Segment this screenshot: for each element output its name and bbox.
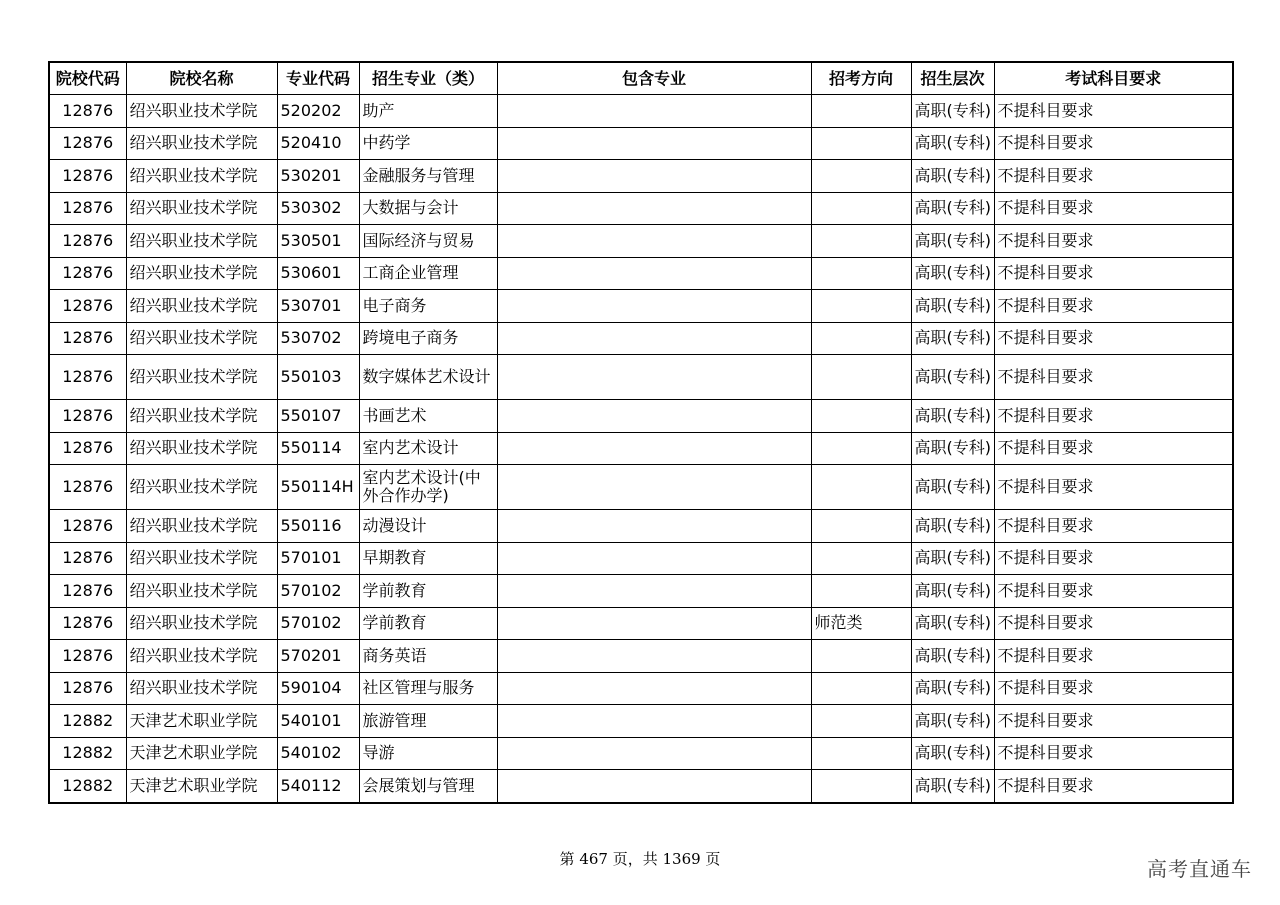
- cell-direction: [811, 95, 911, 128]
- cell-major-code: 530501: [277, 225, 359, 258]
- cell-included-majors: [497, 705, 811, 738]
- cell-major-code: 570102: [277, 575, 359, 608]
- header-included-majors: 包含专业: [497, 62, 811, 95]
- cell-direction: [811, 192, 911, 225]
- cell-requirement: 不提科目要求: [994, 510, 1233, 543]
- cell-school-code: 12876: [49, 575, 126, 608]
- cell-school-code: 12882: [49, 705, 126, 738]
- cell-requirement: 不提科目要求: [994, 705, 1233, 738]
- cell-level: 高职(专科): [911, 127, 994, 160]
- cell-direction: [811, 322, 911, 355]
- cell-school-code: 12876: [49, 542, 126, 575]
- cell-major: 跨境电子商务: [359, 322, 497, 355]
- cell-school-code: 12876: [49, 322, 126, 355]
- cell-requirement: 不提科目要求: [994, 400, 1233, 433]
- cell-school-name: 绍兴职业技术学院: [126, 672, 277, 705]
- cell-requirement: 不提科目要求: [994, 257, 1233, 290]
- cell-school-code: 12876: [49, 432, 126, 465]
- cell-major: 大数据与会计: [359, 192, 497, 225]
- cell-school-name: 天津艺术职业学院: [126, 737, 277, 770]
- table-row: [49, 225, 1233, 258]
- cell-school-name: 绍兴职业技术学院: [126, 257, 277, 290]
- table-row: [49, 322, 1233, 355]
- table-row: [49, 575, 1233, 608]
- cell-major-code: 520202: [277, 95, 359, 128]
- cell-level: 高职(专科): [911, 705, 994, 738]
- cell-direction: [811, 257, 911, 290]
- cell-major: 社区管理与服务: [359, 672, 497, 705]
- table-row: [49, 355, 1233, 400]
- cell-included-majors: [497, 640, 811, 673]
- cell-included-majors: [497, 672, 811, 705]
- cell-major: 室内艺术设计(中外合作办学): [359, 465, 497, 510]
- cell-requirement: 不提科目要求: [994, 465, 1233, 510]
- cell-major-code: 550107: [277, 400, 359, 433]
- cell-school-name: 绍兴职业技术学院: [126, 95, 277, 128]
- cell-requirement: 不提科目要求: [994, 737, 1233, 770]
- header-major-code: 专业代码: [277, 62, 359, 95]
- cell-school-name: 绍兴职业技术学院: [126, 432, 277, 465]
- cell-requirement: 不提科目要求: [994, 225, 1233, 258]
- cell-direction: [811, 465, 911, 510]
- cell-school-code: 12876: [49, 400, 126, 433]
- cell-included-majors: [497, 355, 811, 400]
- cell-major: 学前教育: [359, 607, 497, 640]
- cell-level: 高职(专科): [911, 225, 994, 258]
- cell-requirement: 不提科目要求: [994, 770, 1233, 803]
- cell-direction: [811, 290, 911, 323]
- cell-major-code: 540112: [277, 770, 359, 803]
- cell-direction: [811, 705, 911, 738]
- cell-major: 动漫设计: [359, 510, 497, 543]
- cell-school-code: 12876: [49, 355, 126, 400]
- cell-major: 书画艺术: [359, 400, 497, 433]
- cell-requirement: 不提科目要求: [994, 192, 1233, 225]
- cell-included-majors: [497, 127, 811, 160]
- cell-level: 高职(专科): [911, 400, 994, 433]
- cell-direction: [811, 542, 911, 575]
- cell-included-majors: [497, 95, 811, 128]
- cell-school-name: 绍兴职业技术学院: [126, 400, 277, 433]
- cell-level: 高职(专科): [911, 575, 994, 608]
- cell-school-code: 12876: [49, 607, 126, 640]
- cell-major-code: 550103: [277, 355, 359, 400]
- cell-requirement: 不提科目要求: [994, 95, 1233, 128]
- cell-school-code: 12876: [49, 290, 126, 323]
- cell-requirement: 不提科目要求: [994, 542, 1233, 575]
- cell-major: 学前教育: [359, 575, 497, 608]
- cell-major: 旅游管理: [359, 705, 497, 738]
- cell-requirement: 不提科目要求: [994, 607, 1233, 640]
- cell-direction: [811, 225, 911, 258]
- table-row: [49, 127, 1233, 160]
- cell-school-name: 绍兴职业技术学院: [126, 355, 277, 400]
- cell-included-majors: [497, 510, 811, 543]
- cell-school-name: 绍兴职业技术学院: [126, 225, 277, 258]
- cell-level: 高职(专科): [911, 95, 994, 128]
- cell-major: 中药学: [359, 127, 497, 160]
- table-row: [49, 257, 1233, 290]
- cell-included-majors: [497, 160, 811, 193]
- cell-school-name: 绍兴职业技术学院: [126, 640, 277, 673]
- cell-direction: [811, 672, 911, 705]
- cell-school-name: 绍兴职业技术学院: [126, 322, 277, 355]
- cell-requirement: 不提科目要求: [994, 355, 1233, 400]
- cell-direction: [811, 510, 911, 543]
- table-row: [49, 290, 1233, 323]
- cell-school-name: 绍兴职业技术学院: [126, 607, 277, 640]
- cell-major: 会展策划与管理: [359, 770, 497, 803]
- table-row: [49, 542, 1233, 575]
- cell-school-code: 12876: [49, 465, 126, 510]
- cell-level: 高职(专科): [911, 465, 994, 510]
- cell-school-code: 12876: [49, 127, 126, 160]
- cell-major: 商务英语: [359, 640, 497, 673]
- cell-major: 助产: [359, 95, 497, 128]
- cell-direction: [811, 160, 911, 193]
- cell-school-name: 绍兴职业技术学院: [126, 575, 277, 608]
- cell-direction: [811, 640, 911, 673]
- cell-school-name: 绍兴职业技术学院: [126, 510, 277, 543]
- cell-major: 数字媒体艺术设计: [359, 355, 497, 400]
- cell-major: 国际经济与贸易: [359, 225, 497, 258]
- cell-direction: [811, 737, 911, 770]
- table-row: [49, 640, 1233, 673]
- header-level: 招生层次: [911, 62, 994, 95]
- cell-requirement: 不提科目要求: [994, 432, 1233, 465]
- cell-major-code: 530302: [277, 192, 359, 225]
- cell-direction: [811, 355, 911, 400]
- cell-level: 高职(专科): [911, 737, 994, 770]
- header-direction: 招考方向: [811, 62, 911, 95]
- cell-school-name: 绍兴职业技术学院: [126, 542, 277, 575]
- cell-school-code: 12876: [49, 95, 126, 128]
- cell-requirement: 不提科目要求: [994, 290, 1233, 323]
- cell-major-code: 520410: [277, 127, 359, 160]
- cell-requirement: 不提科目要求: [994, 672, 1233, 705]
- cell-included-majors: [497, 607, 811, 640]
- cell-major-code: 590104: [277, 672, 359, 705]
- header-row: [49, 62, 1233, 95]
- cell-major-code: 570102: [277, 607, 359, 640]
- table-row: [49, 705, 1233, 738]
- cell-level: 高职(专科): [911, 640, 994, 673]
- cell-major: 室内艺术设计: [359, 432, 497, 465]
- table-row: [49, 400, 1233, 433]
- cell-major-code: 570101: [277, 542, 359, 575]
- cell-school-name: 天津艺术职业学院: [126, 705, 277, 738]
- cell-requirement: 不提科目要求: [994, 322, 1233, 355]
- cell-included-majors: [497, 192, 811, 225]
- page-number: 第 467 页，共 1369 页: [559, 850, 721, 868]
- cell-school-code: 12876: [49, 257, 126, 290]
- table-row: [49, 672, 1233, 705]
- cell-direction: [811, 575, 911, 608]
- cell-direction: 师范类: [811, 607, 911, 640]
- cell-major-code: 570201: [277, 640, 359, 673]
- cell-school-code: 12876: [49, 192, 126, 225]
- cell-major-code: 530702: [277, 322, 359, 355]
- cell-school-code: 12876: [49, 510, 126, 543]
- cell-requirement: 不提科目要求: [994, 575, 1233, 608]
- cell-level: 高职(专科): [911, 607, 994, 640]
- cell-major: 电子商务: [359, 290, 497, 323]
- cell-school-name: 绍兴职业技术学院: [126, 160, 277, 193]
- cell-direction: [811, 770, 911, 803]
- cell-included-majors: [497, 737, 811, 770]
- cell-level: 高职(专科): [911, 290, 994, 323]
- table-row: [49, 160, 1233, 193]
- cell-direction: [811, 400, 911, 433]
- table-row: [49, 465, 1233, 510]
- cell-major-code: 540102: [277, 737, 359, 770]
- header-school-code: 院校代码: [49, 62, 126, 95]
- cell-included-majors: [497, 575, 811, 608]
- cell-included-majors: [497, 432, 811, 465]
- cell-included-majors: [497, 225, 811, 258]
- cell-direction: [811, 127, 911, 160]
- cell-level: 高职(专科): [911, 432, 994, 465]
- cell-school-code: 12876: [49, 672, 126, 705]
- table-row: [49, 432, 1233, 465]
- cell-requirement: 不提科目要求: [994, 127, 1233, 160]
- cell-school-code: 12882: [49, 737, 126, 770]
- cell-school-name: 绍兴职业技术学院: [126, 465, 277, 510]
- cell-level: 高职(专科): [911, 160, 994, 193]
- cell-level: 高职(专科): [911, 322, 994, 355]
- admission-table: [48, 61, 1234, 804]
- cell-included-majors: [497, 257, 811, 290]
- cell-level: 高职(专科): [911, 355, 994, 400]
- cell-major-code: 550114: [277, 432, 359, 465]
- cell-level: 高职(专科): [911, 510, 994, 543]
- cell-included-majors: [497, 400, 811, 433]
- cell-school-code: 12882: [49, 770, 126, 803]
- cell-included-majors: [497, 542, 811, 575]
- cell-major-code: 530601: [277, 257, 359, 290]
- cell-school-code: 12876: [49, 225, 126, 258]
- cell-requirement: 不提科目要求: [994, 160, 1233, 193]
- cell-major-code: 530701: [277, 290, 359, 323]
- table-row: [49, 192, 1233, 225]
- cell-included-majors: [497, 322, 811, 355]
- cell-major: 早期教育: [359, 542, 497, 575]
- cell-school-code: 12876: [49, 640, 126, 673]
- watermark-logo-text: 高考直通车: [1147, 857, 1252, 881]
- cell-direction: [811, 432, 911, 465]
- table-row: [49, 510, 1233, 543]
- cell-school-name: 天津艺术职业学院: [126, 770, 277, 803]
- table-row: [49, 95, 1233, 128]
- cell-school-name: 绍兴职业技术学院: [126, 127, 277, 160]
- cell-school-code: 12876: [49, 160, 126, 193]
- cell-level: 高职(专科): [911, 770, 994, 803]
- cell-level: 高职(专科): [911, 192, 994, 225]
- cell-requirement: 不提科目要求: [994, 640, 1233, 673]
- cell-included-majors: [497, 465, 811, 510]
- cell-major: 金融服务与管理: [359, 160, 497, 193]
- header-school-name: 院校名称: [126, 62, 277, 95]
- cell-level: 高职(专科): [911, 257, 994, 290]
- cell-major-code: 530201: [277, 160, 359, 193]
- cell-major: 工商企业管理: [359, 257, 497, 290]
- cell-included-majors: [497, 290, 811, 323]
- cell-major-code: 550114H: [277, 465, 359, 510]
- cell-major: 导游: [359, 737, 497, 770]
- cell-level: 高职(专科): [911, 542, 994, 575]
- header-requirement: 考试科目要求: [994, 62, 1233, 95]
- table-row: [49, 607, 1233, 640]
- table-row: [49, 737, 1233, 770]
- header-major: 招生专业（类）: [359, 62, 497, 95]
- cell-major-code: 550116: [277, 510, 359, 543]
- cell-school-name: 绍兴职业技术学院: [126, 290, 277, 323]
- cell-major-code: 540101: [277, 705, 359, 738]
- table-row: [49, 770, 1233, 803]
- cell-included-majors: [497, 770, 811, 803]
- cell-level: 高职(专科): [911, 672, 994, 705]
- cell-school-name: 绍兴职业技术学院: [126, 192, 277, 225]
